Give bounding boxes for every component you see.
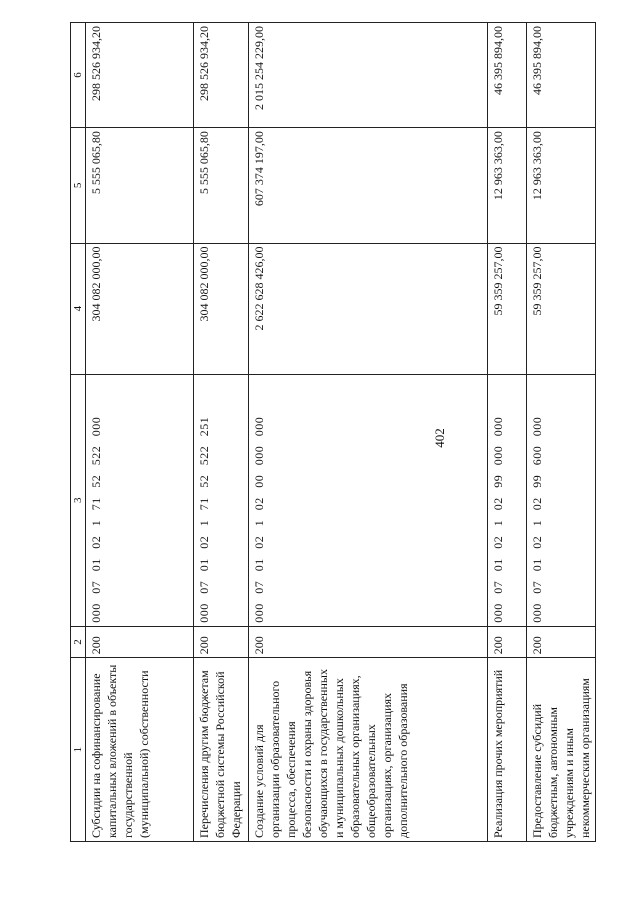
row-executed: 607 374 197,00 xyxy=(249,128,488,243)
row-name: Реализация прочих мероприятий xyxy=(488,658,527,842)
row-approved: 304 082 000,00 xyxy=(194,243,249,374)
rotated-page xyxy=(70,22,640,842)
row-budget-code: 000 07 01 02 1 71 52 522 000 xyxy=(86,374,194,626)
table-row xyxy=(194,23,249,842)
table-row xyxy=(488,23,527,842)
row-budget-code: 000 07 01 02 1 02 99 000 000 xyxy=(488,374,527,626)
row-executed: 5 555 065,80 xyxy=(194,128,249,243)
header-cell: 4 xyxy=(71,243,86,374)
row-admin-code: 200 xyxy=(86,626,194,657)
row-admin-code: 200 xyxy=(488,626,527,657)
row-budget-code: 000 07 01 02 1 02 99 600 000 xyxy=(527,374,596,626)
row-unexecuted: 46 395 894,00 xyxy=(527,23,596,128)
row-admin-code: 200 xyxy=(249,626,488,657)
row-unexecuted: 298 526 934,20 xyxy=(194,23,249,128)
header-cell: 3 xyxy=(71,374,86,626)
table-row xyxy=(527,23,596,842)
row-budget-code: 000 07 01 02 1 71 52 522 251 xyxy=(194,374,249,626)
row-name: Субсидии на софинансирование капитальных вложений в объекты государственной (муниципальной) собственности xyxy=(86,658,194,842)
row-admin-code: 200 xyxy=(194,626,249,657)
row-executed: 12 963 363,00 xyxy=(527,128,596,243)
row-approved: 2 622 628 426,00 xyxy=(249,243,488,374)
row-name: Предоставление субсидий бюджетным, автономным учреждениям и иным некоммерческим организациям xyxy=(527,658,596,842)
budget-table xyxy=(70,22,596,842)
header-cell: 1 xyxy=(71,658,86,842)
row-unexecuted: 2 015 254 229,00 xyxy=(249,23,488,128)
row-unexecuted: 46 395 894,00 xyxy=(488,23,527,128)
row-approved: 59 359 257,00 xyxy=(527,243,596,374)
table-row xyxy=(249,23,488,842)
row-name: Перечисления другим бюджетам бюджетной системы Российской Федерации xyxy=(194,658,249,842)
row-admin-code: 200 xyxy=(527,626,596,657)
row-approved: 304 082 000,00 xyxy=(86,243,194,374)
budget-table-wrapper xyxy=(70,22,640,842)
header-row xyxy=(71,23,86,842)
header-cell: 2 xyxy=(71,626,86,657)
header-cell: 5 xyxy=(71,128,86,243)
row-name: Создание условий для организации образовательного процесса, обеспечения безопасности и охраны здоровья обучающихся в государственных и муниципальных дошкольных образовательных организациях, общеобразовательных организациях, организациях дополнительного образования xyxy=(249,658,488,842)
row-executed: 5 555 065,80 xyxy=(86,128,194,243)
row-approved: 59 359 257,00 xyxy=(488,243,527,374)
row-budget-code: 000 07 01 02 1 02 00 000 000 xyxy=(249,374,488,626)
page-number: 402 xyxy=(432,428,447,448)
row-unexecuted: 298 526 934,20 xyxy=(86,23,194,128)
header-cell: 6 xyxy=(71,23,86,128)
row-executed: 12 963 363,00 xyxy=(488,128,527,243)
table-row xyxy=(86,23,194,842)
